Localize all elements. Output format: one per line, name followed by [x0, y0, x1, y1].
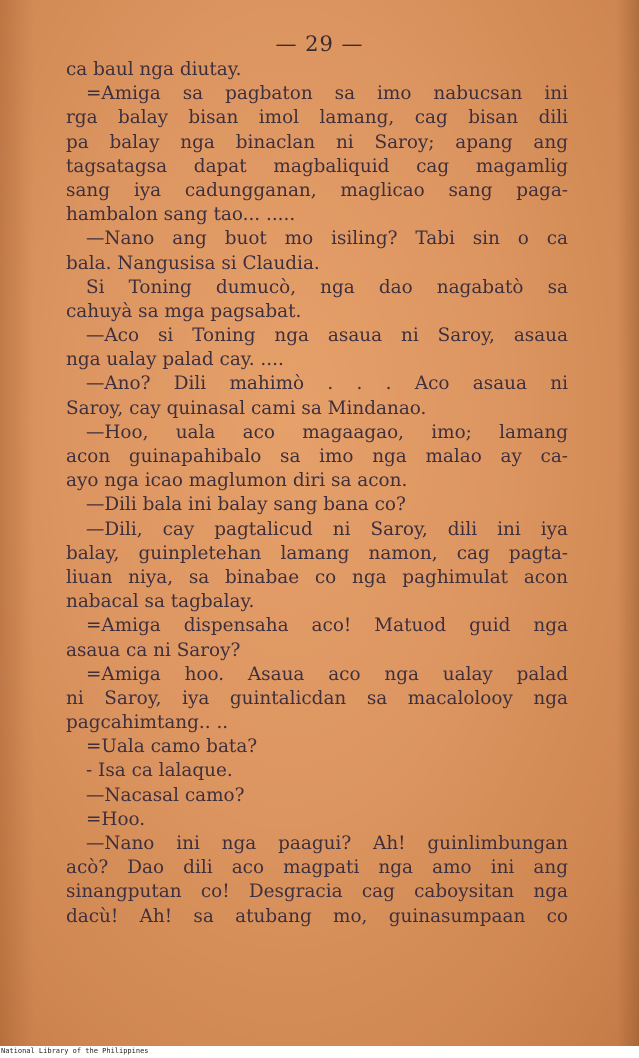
text-line: nga ualay palad cay. ....: [66, 349, 284, 371]
body-text: [66, 58, 568, 929]
text-line: ca baul nga diutay.: [66, 59, 242, 80]
text-line: =Amiga sa pagbaton sa imo nabucsan ini: [86, 83, 568, 105]
text-line: liuan niya, sa binabae co nga paghimulat acon: [66, 566, 568, 588]
text-line: cahuyà sa mga pagsabat.: [66, 300, 302, 322]
text-line: acon guinapahibalo sa imo nga malao ay ca-: [66, 446, 568, 467]
text-line: =Amiga hoo. Asaua aco nga ualay palad: [86, 663, 568, 685]
text-line: —Nano ini nga paagui? Ah! guinlimbungan: [86, 833, 568, 854]
footer-credit: National Library of the Philippines: [1, 1047, 149, 1055]
text-line: balay, guinpletehan lamang namon, cag pagta-: [66, 542, 568, 564]
page-number: — 29 —: [275, 32, 364, 56]
text-line: rga balay bisan imol lamang, cag bisan dili: [66, 107, 568, 129]
page-edge-shadow-left: [0, 0, 34, 1046]
text-line: dacù! Ah! sa atubang mo, guinasumpaan co: [66, 905, 568, 927]
text-line: —Dili bala ini balay sang bana co?: [86, 494, 406, 516]
text-line: bala. Nangusisa si Claudia.: [66, 252, 320, 274]
text-line: sang iya cadungganan, maglicao sang paga-: [66, 179, 568, 201]
text-line: —Aco si Toning nga asaua ni Saroy, asaua: [86, 325, 568, 347]
text-line: nabacal sa tagbalay.: [66, 591, 255, 613]
text-line: ni Saroy, iya guintalicdan sa macalolooy nga: [66, 687, 568, 709]
text-line: —Ano? Dili mahimò . . . Aco asaua ni: [86, 373, 568, 395]
text-line: ayo nga icao maglumon diri sa acon.: [66, 470, 408, 492]
footer: [0, 1046, 639, 1058]
text-line: hambalon sang tao... .....: [66, 204, 296, 226]
text-line: —Nano ang buot mo isiling? Tabi sin o ca: [86, 228, 568, 250]
text-line: =Uala camo bata?: [86, 736, 258, 758]
text-line: —Dili, cay pagtalicud ni Saroy, dili ini iya: [86, 518, 568, 540]
text-line: asaua ca ni Saroy?: [66, 639, 241, 661]
text-line: =Amiga dispensaha aco! Matuod guid nga: [86, 615, 568, 637]
text-line: sinangputan co! Desgracia cag caboysitan nga: [66, 881, 568, 903]
text-line: =Hoo.: [86, 808, 146, 830]
text-line: - Isa ca lalaque.: [86, 760, 233, 782]
text-line: pa balay nga binaclan ni Saroy; apang ang: [66, 131, 568, 153]
text-line: Saroy, cay quinasal cami sa Mindanao.: [66, 397, 427, 419]
text-line: pagcahimtang.. ..: [66, 712, 229, 734]
text-line: acò? Dao dili aco magpati nga amo ini ang: [66, 857, 568, 879]
text-line: tagsatagsa dapat magbaliquid cag magamlig: [66, 155, 568, 177]
text-line: —Hoo, uala aco magaagao, imo; lamang: [86, 421, 568, 443]
page-edge-shadow-right: [617, 0, 639, 1046]
text-line: Si Toning dumucò, nga dao nagabatò sa: [86, 276, 568, 298]
text-line: —Nacasal camo?: [86, 784, 245, 806]
